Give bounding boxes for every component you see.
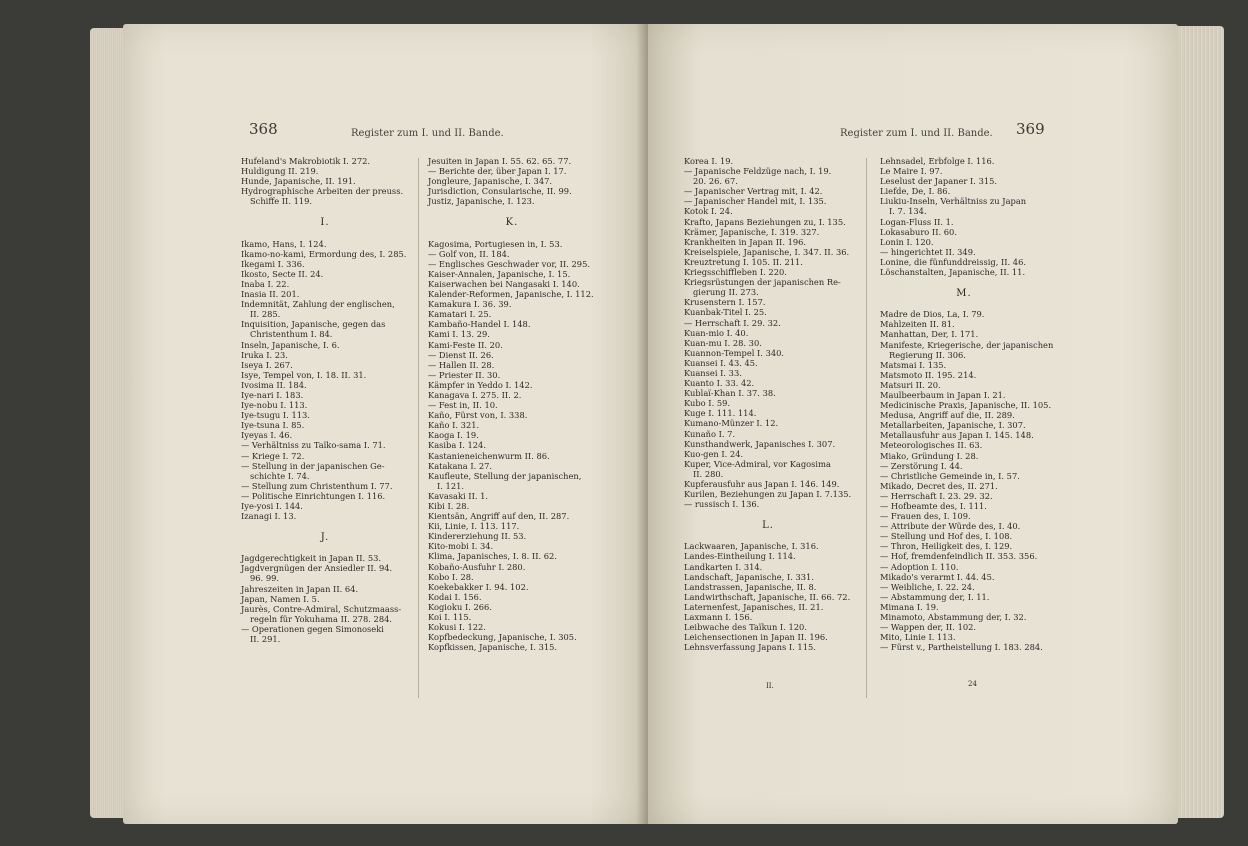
index-entry: — Herrschaft I. 29. 32. <box>684 317 781 328</box>
index-entry: Laxmann I. 156. <box>684 612 753 623</box>
index-entry: Hufeland's Makrobiotik I. 272. <box>241 156 371 166</box>
index-entry: Inseln, Japanische, I. 6. <box>241 339 340 350</box>
section-letter: L. <box>762 520 774 532</box>
index-entry: Hydrographische Arbeiten der preuss. <box>241 186 404 197</box>
index-entry: Kunaño I. 7. <box>684 428 736 439</box>
index-entry: Liukiu-Inseln, Verhältniss zu Japan <box>880 196 1027 207</box>
index-entry: Kriegsschiffleben I. 220. <box>684 267 787 278</box>
left-column-rule <box>418 158 419 698</box>
right-page <box>648 24 1178 824</box>
right-col-2 <box>880 156 1054 653</box>
index-entry: Kito-mobi I. 34. <box>428 541 494 552</box>
index-entry: Krankheiten in Japan II. 196. <box>684 236 807 247</box>
index-entry-continuation: II. 280. <box>693 468 724 479</box>
index-entry: Kotok I. 24. <box>684 206 733 217</box>
index-entry: Iye-nobu I. 113. <box>241 400 308 411</box>
index-entry: Le Maire I. 97. <box>880 166 943 177</box>
left-running-head: Register zum I. und II. Bande. <box>351 128 504 139</box>
index-entry: Kuge I. 111. 114. <box>684 408 757 419</box>
index-entry: Jagdgerechtigkeit in Japan II. 53. <box>241 553 382 564</box>
index-entry: — Frauen des, I. 109. <box>880 511 971 522</box>
index-entry: Landes-Eintheilung I. 114. <box>684 551 796 562</box>
index-entry: Isye, Tempel von, I. 18. II. 31. <box>241 369 367 380</box>
index-entry: Hunde, Japanische, II. 191. <box>241 176 356 187</box>
index-entry: Lokasaburo II. 60. <box>880 226 957 237</box>
index-entry: Kientsän, Angriff auf den, II. 287. <box>428 511 570 522</box>
index-entry: Mito, Linie I. 113. <box>880 632 956 643</box>
index-entry: Ikamo-no-kami, Ermordung des, I. 285. <box>241 248 407 259</box>
left-col-1 <box>241 156 409 644</box>
index-entry: Koekebakker I. 94. 102. <box>428 581 529 592</box>
index-entry: — Stellung und Hof des, I. 108. <box>880 531 1013 542</box>
index-entry: Maulbeerbaum in Japan I. 21. <box>880 389 1006 400</box>
index-entry: Logan-Fluss II. 1. <box>880 216 954 227</box>
index-entry: Jurisdiction, Consularische, II. 99. <box>428 186 572 197</box>
index-entry: Kastanieneichenwurm II. 86. <box>428 450 550 461</box>
index-entry-continuation: II. 285. <box>250 309 281 320</box>
index-entry-continuation: regeln für Yokuhama II. 278. 284. <box>250 613 393 624</box>
index-entry: Kamatari I. 25. <box>428 309 492 320</box>
index-entry: Lehnsverfassung Japans I. 115. <box>684 642 816 653</box>
index-entry: Kuansei I. 33. <box>684 367 742 378</box>
index-entry: — Zerstörung I. 44. <box>880 460 963 471</box>
sheet-number: 24 <box>968 680 977 688</box>
index-entry: Kopfkissen, Japanische, I. 315. <box>428 642 558 653</box>
index-entry: Matsmai I. 135. <box>880 359 947 370</box>
section-letter: M. <box>956 288 972 300</box>
index-entry: Krämer, Japanische, I. 319. 327. <box>684 226 820 237</box>
index-entry: — Christliche Gemeinde in, I. 57. <box>880 470 1020 481</box>
index-entry: Kurilen, Beziehungen zu Japan I. 7.135. <box>684 489 852 500</box>
book <box>18 10 1230 838</box>
index-entry: — Wappen der, II. 102. <box>880 622 977 633</box>
section-letter: J. <box>320 532 330 544</box>
index-entry-continuation: schichte I. 74. <box>250 470 310 481</box>
index-entry: Inasia II. 201. <box>241 289 300 300</box>
index-entry: Huldigung II. 219. <box>241 166 319 177</box>
index-entry: — Japanische Feldzüge nach, I. 19. <box>684 166 832 177</box>
index-entry: Landkarten I. 314. <box>684 561 763 572</box>
index-entry: — Hofbeamte des, I. 111. <box>880 501 987 511</box>
right-running-head: Register zum I. und II. Bande. <box>840 128 993 139</box>
index-entry: Miako, Gründung I. 28. <box>880 450 979 461</box>
index-entry: Liefde, De, I. 86. <box>880 186 951 197</box>
index-entry-continuation: 96. 99. <box>250 573 280 584</box>
index-entry-continuation: I. 121. <box>437 480 465 491</box>
index-entry: Kavasaki II. 1. <box>428 490 489 501</box>
index-entry: Medusa, Angriff auf die, II. 289. <box>880 410 1015 421</box>
section-letter: K. <box>505 217 519 229</box>
index-entry: Kumano-Münzer I. 12. <box>684 418 779 429</box>
index-entry: — Operationen gegen Simonoseki <box>241 623 384 634</box>
index-entry: — Kriege I. 72. <box>241 450 305 461</box>
index-entry: Kodai I. 156. <box>428 591 482 602</box>
index-entry: Jaurès, Contre-Admiral, Schutzmaass- <box>241 603 402 614</box>
index-entry: Landschaft, Japanische, I. 331. <box>684 571 814 582</box>
index-entry: Kaiser-Annalen, Japanische, I. 15. <box>428 268 571 279</box>
index-entry: Ivosima II. 184. <box>241 379 307 390</box>
index-entry: Landwirthschaft, Japanische, II. 66. 72. <box>684 591 851 602</box>
index-entry: Matsmoto II. 195. 214. <box>880 369 977 380</box>
index-entry: Ikegami I. 336. <box>241 258 305 269</box>
index-entry: Kämpfer in Yeddo I. 142. <box>428 379 533 390</box>
index-entry: Metallarbeiten, Japanische, I. 307. <box>880 420 1026 431</box>
index-entry: — Abstammung der, I. 11. <box>880 591 990 602</box>
index-entry: Kaoga I. 19. <box>428 430 479 441</box>
index-entry: — Attribute der Würde des, I. 40. <box>880 521 1021 532</box>
index-entry: Iye-nari I. 183. <box>241 389 304 400</box>
index-entry: — Adoption I. 110. <box>880 561 959 572</box>
index-entry: Izanagi I. 13. <box>241 511 297 522</box>
index-entry: Löschanstalten, Japanische, II. 11. <box>880 267 1026 278</box>
index-entry: — Priester II. 30. <box>428 369 501 380</box>
index-entry-continuation: Schiffe II. 119. <box>250 196 313 207</box>
index-entry: Kamakura I. 36. 39. <box>428 299 512 310</box>
index-entry: Kaufleute, Stellung der japanischen, <box>428 470 582 481</box>
index-entry: Kogioku I. 266. <box>428 601 492 612</box>
index-entry: Kreuztretung I. 105. II. 211. <box>684 256 803 267</box>
index-entry: Kindererziehung II. 53. <box>428 531 527 542</box>
index-entry: Metallausfuhr aus Japan I. 145. 148. <box>880 430 1034 441</box>
index-entry: Iye-tsugu I. 113. <box>241 410 310 421</box>
index-entry: — Hallen II. 28. <box>428 359 495 370</box>
index-entry: Kuanto I. 33. 42. <box>684 378 755 389</box>
index-entry: Japan, Namen I. 5. <box>241 593 320 604</box>
index-entry: Iye-yosi I. 144. <box>241 501 303 511</box>
index-entry: Kuansei I. 43. 45. <box>684 357 758 368</box>
index-entry: — Thron, Heiligkeit des, I. 129. <box>880 541 1013 552</box>
index-entry: Katakana I. 27. <box>428 460 493 471</box>
index-entry-continuation: Christenthum I. 84. <box>250 329 333 340</box>
right-page-number: 369 <box>1016 120 1045 138</box>
index-entry: Krusenstern I. 157. <box>684 297 766 308</box>
index-entry: Leibwache des Taïkun I. 120. <box>684 622 807 633</box>
index-entry: Kopfbedeckung, Japanische, I. 305. <box>428 632 577 643</box>
index-entry: Iyeyas I. 46. <box>241 430 293 441</box>
index-entry: Lehnsadel, Erbfolge I. 116. <box>880 156 995 166</box>
index-entry: — Hof, fremdenfeindlich II. 353. 356. <box>880 551 1038 562</box>
index-entry: Koi I. 115. <box>428 612 472 623</box>
index-entry: — Japanischer Handel mit, I. 135. <box>684 196 827 207</box>
right-col-1 <box>684 156 852 652</box>
index-entry: Krafto, Japans Beziehungen zu, I. 135. <box>684 216 846 227</box>
index-entry: Jongleure, Japanische, I. 347. <box>428 176 553 187</box>
index-entry: Kambaño-Handel I. 148. <box>428 319 531 330</box>
index-entry: — Berichte der, über Japan I. 17. <box>428 166 567 177</box>
index-entry: — Politische Einrichtungen I. 116. <box>241 490 386 501</box>
index-entry: Manhattan, Der, I. 171. <box>880 329 979 340</box>
index-entry: Jagdvergnügen der Ansiedler II. 94. <box>241 563 393 574</box>
index-entry: Kuper, Vice-Admiral, vor Kagosima <box>684 458 831 469</box>
index-entry: — Verhältniss zu Taïko-sama I. 71. <box>241 440 386 451</box>
index-entry: — Stellung zum Christenthum I. 77. <box>241 480 393 491</box>
index-entry: Kagosima, Portugiesen in, I. 53. <box>428 238 563 249</box>
index-entry: Leichensectionen in Japan II. 196. <box>684 632 828 643</box>
index-entry: Kublaï-Khan I. 37. 38. <box>684 388 776 399</box>
index-entry: Madre de Dios, La, I. 79. <box>880 309 985 320</box>
index-entry: — Fürst v., Partheistellung I. 183. 284. <box>880 642 1043 653</box>
index-entry: Kami I. 13. 29. <box>428 329 490 340</box>
index-entry: Kuanbak-Titel I. 25. <box>684 307 767 318</box>
index-entry: Kuo-gen I. 24. <box>684 448 744 459</box>
left-page-number: 368 <box>249 120 278 138</box>
index-entry: Lackwaaren, Japanische, I. 316. <box>684 541 819 552</box>
index-entry: Kokusi I. 122. <box>428 622 486 633</box>
index-entry: Kuannon-Tempel I. 340. <box>684 347 785 358</box>
index-entry-continuation: II. 291. <box>250 634 281 645</box>
index-entry-continuation: Regierung II. 306. <box>889 349 966 360</box>
index-entry: Kuan-mu I. 28. 30. <box>684 337 762 348</box>
index-entry: Kupferausfuhr aus Japan I. 146. 149. <box>684 479 840 489</box>
right-column-rule <box>866 158 867 698</box>
index-entry: Jahreszeiten in Japan II. 64. <box>241 583 359 594</box>
index-entry: Laternenfest, Japanisches, II. 21. <box>684 601 824 612</box>
index-entry: Iseya I. 267. <box>241 359 293 370</box>
index-entry: Kubo I. 59. <box>684 398 731 409</box>
index-entry: Mikado, Decret des, II. 271. <box>880 480 998 491</box>
index-entry: — russisch I. 136. <box>684 499 760 510</box>
index-entry: Kibi I. 28. <box>428 501 470 511</box>
index-entry: Kaño I. 321. <box>428 420 480 431</box>
index-entry: Matsuri II. 20. <box>880 379 941 390</box>
index-entry: Kobo I. 28. <box>428 571 474 582</box>
index-entry: Kriegsrüstungen der japanischen Re- <box>684 277 841 288</box>
index-entry: — Stellung in der japanischen Ge- <box>241 460 385 471</box>
index-entry-continuation: 20. 26. 67. <box>693 176 738 187</box>
index-entry: Mahlzeiten II. 81. <box>880 319 955 330</box>
index-entry: Kunsthandwerk, Japanisches I. 307. <box>684 438 836 449</box>
index-entry: Mikado's verarmt I. 44. 45. <box>880 571 995 582</box>
signature-mark: II. <box>766 682 774 690</box>
index-entry: Mimana I. 19. <box>880 601 939 612</box>
index-entry: Leselust der Japaner I. 315. <box>880 176 998 187</box>
index-entry: Korea I. 19. <box>684 156 734 166</box>
index-entry: Kii, Linie, I. 113. 117. <box>428 521 520 532</box>
index-entry: Kaño, Fürst von, I. 338. <box>428 410 528 421</box>
index-entry: Ikamo, Hans, I. 124. <box>241 238 327 249</box>
index-entry: Kasiba I. 124. <box>428 440 486 451</box>
section-letter: I. <box>320 217 330 229</box>
index-entry: Kreiselspiele, Japanische, I. 347. II. 36. <box>684 246 850 257</box>
index-entry: Manifeste, Kriegerische, der japanischen <box>880 339 1054 350</box>
left-col-2 <box>428 156 596 652</box>
index-entry: Kuan-mio I. 40. <box>684 327 749 338</box>
index-entry: Iruka I. 23. <box>241 349 288 360</box>
index-entry: Iye-tsuna I. 85. <box>241 420 305 431</box>
index-entry: Ikosto, Secte II. 24. <box>241 268 324 279</box>
index-entry: — Golf von, II. 184. <box>428 248 510 259</box>
index-entry: — Fest in, II. 10. <box>428 400 498 411</box>
index-entry: Jesuiten in Japan I. 55. 62. 65. 77. <box>428 156 572 166</box>
index-entry: Kanagava I. 275. II. 2. <box>428 389 522 400</box>
index-entry: Medicinische Praxis, Japanische, II. 105. <box>880 400 1052 411</box>
index-entry: Kami-Feste II. 20. <box>428 339 503 350</box>
left-page <box>123 24 653 824</box>
index-entry: — hingerichtet II. 349. <box>880 246 976 257</box>
index-entry: Lonin I. 120. <box>880 236 934 247</box>
index-entry-continuation: gierung II. 273. <box>693 287 759 298</box>
index-entry: — Japanischer Vertrag mit, I. 42. <box>684 186 823 197</box>
index-entry: Kalender-Reformen, Japanische, I. 112. <box>428 289 594 300</box>
index-entry: — Weibliche, I. 22. 24. <box>880 581 975 592</box>
index-entry: Lonine, die fünfunddreissig, II. 46. <box>880 256 1026 267</box>
index-entry: Meteorologisches II. 63. <box>880 440 983 451</box>
index-entry: — Herrschaft I. 23. 29. 32. <box>880 490 993 501</box>
index-entry: Kaiserwachen bei Nangasaki I. 140. <box>428 278 580 289</box>
index-entry: Inquisition, Japanische, gegen das <box>241 319 386 330</box>
index-entry: — Englisches Geschwader vor, II. 295. <box>428 258 590 269</box>
index-entry: Inaba I. 22. <box>241 278 290 289</box>
index-entry: Kobaño-Ausfuhr I. 280. <box>428 561 526 572</box>
index-entry: Landstrassen, Japanische, II. 8. <box>684 581 817 592</box>
index-entry: Indemnität, Zahlung der englischen, <box>241 299 395 310</box>
index-entry: Klima, Japanisches, I. 8. II. 62. <box>428 551 557 562</box>
index-entry: Minamoto, Abstammung der, I. 32. <box>880 612 1027 623</box>
index-entry-continuation: I. 7. 134. <box>889 206 927 217</box>
index-entry: — Dienst II. 26. <box>428 349 494 360</box>
index-entry: Justiz, Japanische, I. 123. <box>428 196 535 207</box>
